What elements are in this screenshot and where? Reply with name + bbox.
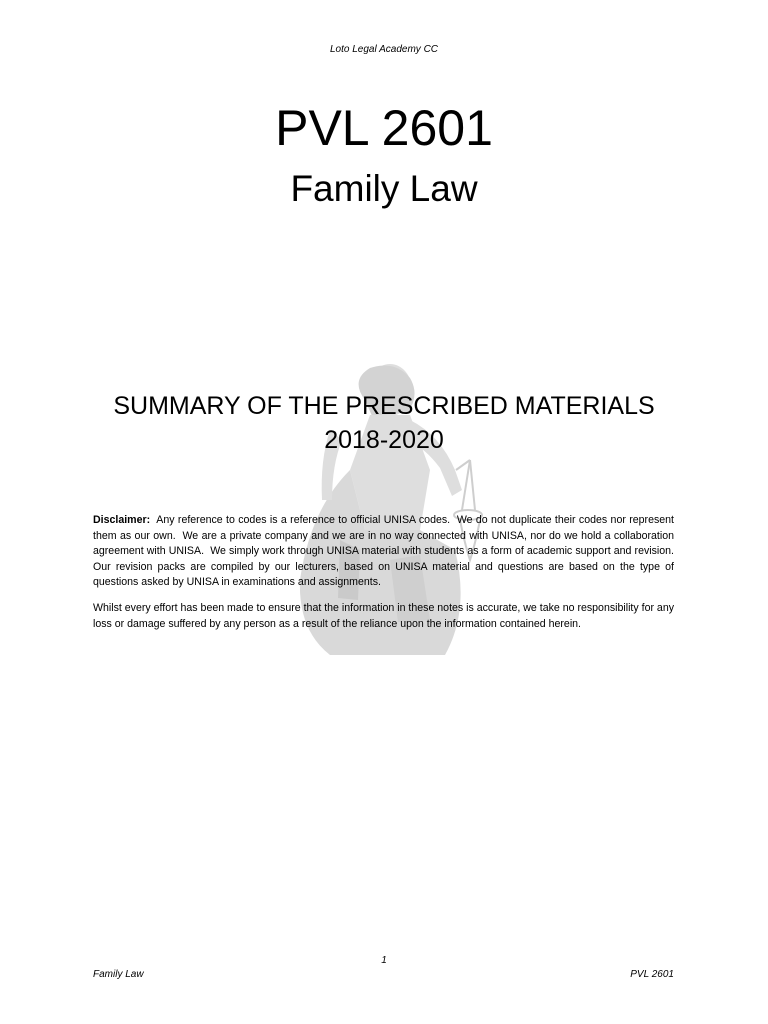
course-code-title: PVL 2601	[275, 100, 493, 156]
disclaimer-paragraph	[93, 513, 680, 591]
page-number: 1	[381, 955, 387, 966]
disclaimer-label: Disclaimer:	[93, 514, 151, 526]
summary-title: SUMMARY OF THE PRESCRIBED MATERIALS	[113, 392, 655, 420]
disclaimer-text: Any reference to codes is a reference to official UNISA codes. We do not duplicate their codes nor represent them as our own. We are a private company and we are in no way connected with UNISA, nor do we hold a collaboration agreement with UNISA. We simply work through UNISA material with students as a form of academic support and revision. Our revision packs are compiled by our lecturers, based on UNISA material and questions are based on the type of questions asked by UNISA in examinations and assignments.	[93, 514, 680, 589]
course-name-subtitle: Family Law	[290, 168, 478, 209]
summary-years: 2018-2020	[324, 426, 444, 454]
page-header: Loto Legal Academy CC	[329, 44, 439, 55]
notice-paragraph: Whilst every effort has been made to ensure that the information in these notes is accurate, we take no responsibility for any loss or damage suffered by any person as a result of the reliance upon the information contained herein.	[93, 602, 675, 630]
footer-left-text: Family Law	[93, 969, 144, 980]
footer-right-text: PVL 2601	[630, 969, 674, 980]
